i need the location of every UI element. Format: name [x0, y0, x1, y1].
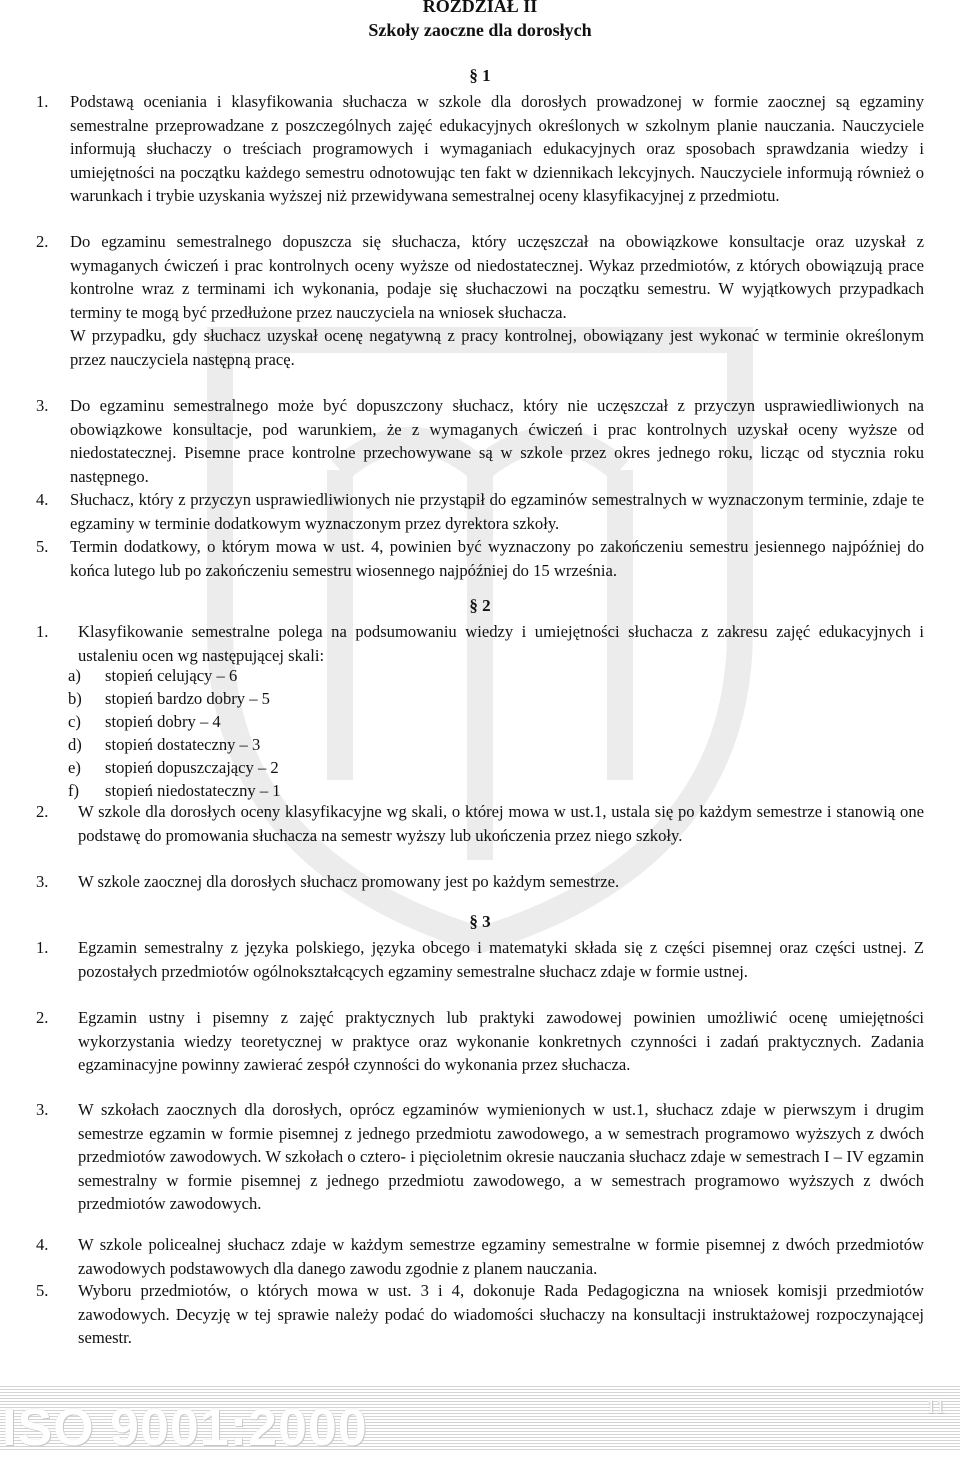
- section-number: 2: [482, 596, 491, 615]
- grade-letter: e): [68, 758, 81, 777]
- grade-letter: b): [68, 689, 82, 708]
- grade-text: stopień dobry – 4: [105, 712, 221, 731]
- paragraph-text: W szkole policealnej słuchacz zdaje w każdym semestrze egzaminy semestralne w formie pisemnej z dwóch przedmiotów zawodowych podstawowych dla danego zawodu zgodnie z planem nauczania.: [78, 1235, 924, 1278]
- paragraph: [78, 800, 924, 847]
- paragraph-text: Wyboru przedmiotów, o których mowa w ust. 3 i 4, dokonuje Rada Pedagogiczna na wniosek komisji przedmiotów zawodowych. Decyzję w tej sprawie należy podać do wiadomości słuchaczy na konsultacji instruktażowej rozpoczynającej semestr.: [78, 1281, 924, 1347]
- paragraph-text: Do egzaminu semestralnego dopuszcza się słuchacza, który uczęszczał na obowiązkowe konsultacje oraz uzyskał z wymaganych ćwiczeń i prac kontrolnych oceny wyższe od niedostatecznej. Wykaz przedmiotów, z których obowiązują prace kontrolne wraz z terminami ich wykonania, podaje się słuchaczowi na początku semestru. W wyjątkowych przypadkach terminy te mogą być przedłużone przez nauczyciela na wniosek słuchacza.: [70, 232, 924, 322]
- paragraph: [78, 936, 924, 983]
- item-number: 2.: [36, 232, 49, 251]
- grade-letter: d): [68, 735, 82, 754]
- chapter-title: Szkoły zaoczne dla dorosłych: [368, 20, 592, 40]
- item-number: 1.: [36, 622, 49, 641]
- paragraph: [78, 620, 924, 667]
- item-number: 3.: [36, 396, 49, 415]
- paragraph: [70, 230, 924, 371]
- grade-text: stopień celujący – 6: [105, 666, 238, 685]
- item-number: 3.: [36, 1100, 49, 1119]
- paragraph-text: Egzamin ustny i pisemny z zajęć praktycznych lub praktyki zawodowej powinien umożliwić ocenę umiejętności wykorzystania wiedzy teoretycznej w praktyce oraz wykonanie konkretnych czynności i zadań praktycznych. Zadania egzaminacyjne powinny zawierać zespół czynności do wykonania przez słuchacza.: [78, 1008, 924, 1074]
- item-number: 5.: [36, 1281, 49, 1300]
- paragraph-text: Egzamin semestralny z języka polskiego, języka obcego i matematyki składa się z części pisemnej oraz części ustnej. Z pozostałych przedmiotów ogólnokształcących egzaminy semestralne słuchacz zdaje w formie ustnej.: [78, 938, 924, 981]
- paragraph-text: Słuchacz, który z przyczyn usprawiedliwionych nie przystąpił do egzaminów semestralnych w wyznaczonym terminie, zdaje te egzaminy w terminie dodatkowym wyznaczonym przez dyrektora szkoły.: [70, 490, 924, 533]
- section-number: 1: [482, 66, 491, 85]
- paragraph: [70, 535, 924, 582]
- chapter-heading: ROZDZIAŁ II: [422, 0, 538, 16]
- item-number: 1.: [36, 92, 49, 111]
- paragraph: [78, 1279, 924, 1350]
- grade-scale-item: [68, 756, 279, 779]
- item-number: 3.: [36, 872, 49, 891]
- page-number: 11: [926, 1396, 946, 1418]
- item-number: 2.: [36, 1008, 49, 1027]
- section-heading-1: [0, 66, 960, 86]
- grade-text: stopień dopuszczający – 2: [105, 758, 279, 777]
- paragraph-text: W szkole dla dorosłych oceny klasyfikacyjne wg skali, o której mowa w ust.1, ustala się po każdym semestrze i stanowią one podstawę do promowania słuchacza na semestr wyższy lub ukończenia przez niego szkoły.: [78, 802, 924, 845]
- grade-text: stopień dostateczny – 3: [105, 735, 261, 754]
- paragraph: [70, 90, 924, 208]
- paragraph: [78, 870, 924, 894]
- paragraph: [78, 1006, 924, 1077]
- grade-scale-item: [68, 733, 260, 756]
- grade-scale-item: [68, 664, 237, 687]
- section-symbol: §: [469, 596, 478, 615]
- grade-scale-item: [68, 687, 270, 710]
- grade-letter: a): [68, 666, 81, 685]
- paragraph-text: Do egzaminu semestralnego może być dopuszczony słuchacz, który nie uczęszczał z przyczyn usprawiedliwionych na obowiązkowe konsultacje, pod warunkiem, że z wymaganych ćwiczeń i prac kontrolnych uzyskał oceny wyższe od niedostatecznej. Pisemne prace kontrolne przechowywane są w szkole przez okres jednego roku, licząc od stycznia roku następnego.: [70, 396, 924, 486]
- paragraph-text: Termin dodatkowy, o którym mowa w ust. 4, powinien być wyznaczony po zakończeniu semestru jesiennego najpóźniej do końca lutego lub po zakończeniu semestru wiosennego najpóźniej do 15 września.: [70, 537, 924, 580]
- grade-letter: c): [68, 712, 81, 731]
- paragraph-text: W szkołach zaocznych dla dorosłych, oprócz egzaminów wymienionych w ust.1, słuchacz zdaje w pierwszym i drugim semestrze egzamin w formie pisemnej z jednego przedmiotu zawodowego, a w semestrach programowo wyższych z dwóch przedmiotów zawodowych. W szkołach o cztero- i pięcioletnim okresie nauczania słuchacz zdaje w semestrach I – IV egzamin semestralny w formie pisemnej z jednego przedmiotu zawodowego, a w semestrach programowo wyższych z dwóch przedmiotów zawodowych.: [78, 1100, 924, 1213]
- section-heading-2: [0, 596, 960, 616]
- section-heading-3: [0, 912, 960, 932]
- paragraph: [78, 1098, 924, 1216]
- paragraph: [70, 394, 924, 488]
- grade-text: stopień niedostateczny – 1: [105, 781, 281, 800]
- paragraph-extra-text: W przypadku, gdy słuchacz uzyskał ocenę negatywną z pracy kontrolnej, obowiązany jest wykonać w terminie określonym przez nauczyciela następną pracę.: [70, 326, 924, 369]
- iso-certification-mark: ISO 9001:2000: [2, 1399, 368, 1457]
- section-symbol: §: [469, 912, 478, 931]
- item-number: 5.: [36, 537, 49, 556]
- grade-scale-item: [68, 710, 221, 733]
- grade-letter: f): [68, 781, 80, 800]
- paragraph-text: Podstawą oceniania i klasyfikowania słuchacza w szkole dla dorosłych prowadzonej w formie zaocznej są egzaminy semestralne przeprowadzane z poszczególnych zajęć edukacyjnych określonych w szkolnym planie nauczania. Nauczyciele informują słuchaczy o treściach programowych i wymaganiach edukacyjnych oraz sposobach sprawdzania wiedzy i umiejętności na początku każdego semestru odnotowując ten fakt w dziennikach lekcyjnych. Nauczyciele informują również o warunkach i trybie uzyskania wyższej niż przewidywana semestralnej oceny klasyfikacyjnej z przedmiotu.: [70, 92, 924, 205]
- paragraph-text: Klasyfikowanie semestralne polega na podsumowaniu wiedzy i umiejętności słuchacza z zakresu zajęć edukacyjnych i ustaleniu ocen wg następującej skali:: [78, 622, 924, 665]
- item-number: 4.: [36, 490, 49, 509]
- paragraph: [78, 1233, 924, 1280]
- item-number: 1.: [36, 938, 49, 957]
- grade-scale-item: [68, 779, 281, 802]
- grade-text: stopień bardzo dobry – 5: [105, 689, 270, 708]
- item-number: 4.: [36, 1235, 49, 1254]
- section-symbol: §: [469, 66, 478, 85]
- paragraph-text: W szkole zaocznej dla dorosłych słuchacz promowany jest po każdym semestrze.: [78, 872, 620, 891]
- section-number: 3: [482, 912, 491, 931]
- paragraph: [70, 488, 924, 535]
- item-number: 2.: [36, 802, 49, 821]
